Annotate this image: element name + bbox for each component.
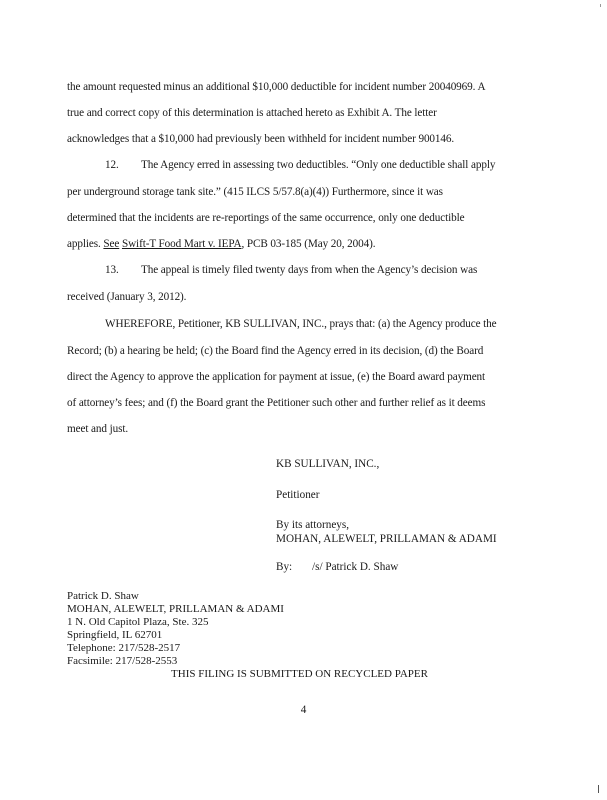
scan-artifact: [600, 4, 601, 7]
body-line: The Agency erred in assessing two deductibles. “Only one deductible shall apply: [141, 159, 496, 171]
contact-address: 1 N. Old Capitol Plaza, Ste. 325: [67, 616, 209, 628]
body-line: determined that the incidents are re-reportings of the same occurrence, only one deductible: [67, 212, 465, 224]
contact-facsimile: Facsimile: 217/528-2553: [67, 655, 178, 667]
recycled-paper-notice: THIS FILING IS SUBMITTED ON RECYCLED PAPER: [171, 668, 428, 680]
signature-by-its: By its attorneys,: [276, 519, 350, 531]
body-line: the amount requested minus an additional $10,000 deductible for incident number 20040969. A: [67, 81, 486, 93]
contact-city: Springfield, IL 62701: [67, 629, 163, 641]
body-line: meet and just.: [67, 423, 129, 435]
body-line: WHEREFORE, Petitioner, KB SULLIVAN, INC., prays that: (a) the Agency produce the: [105, 318, 497, 330]
body-line: The appeal is timely filed twenty days from when the Agency’s decision was: [141, 264, 478, 276]
contact-firm: MOHAN, ALEWELT, PRILLAMAN & ADAMI: [67, 603, 284, 615]
body-line: Record; (b) a hearing be held; (c) the Board find the Agency erred in its decision, (d) the Board: [67, 345, 484, 357]
page-number: 4: [300, 704, 307, 716]
text-span: applies.: [67, 238, 104, 250]
body-line: [67, 237, 547, 251]
body-line: of attorney’s fees; and (f) the Board grant the Petitioner such other and further relief as it deems: [67, 397, 486, 409]
case-name: Swift-T Food Mart v. IEPA: [121, 238, 242, 250]
signature-role: Petitioner: [276, 489, 320, 501]
body-line: direct the Agency to approve the application for payment at issue, (e) the Board award payment: [67, 371, 486, 383]
body-line: per underground storage tank site.” (415 ILCS 5/57.8(a)(4)) Furthermore, since it was: [67, 186, 443, 198]
paragraph-number: 13.: [105, 264, 119, 276]
body-line: true and correct copy of this determination is attached hereto as Exhibit A. The letter: [67, 107, 437, 119]
signature-company: KB SULLIVAN, INC.,: [276, 458, 380, 470]
body-line: received (January 3, 2012).: [67, 291, 187, 303]
text-span: , PCB 03-185 (May 20, 2004).: [241, 238, 376, 250]
scan-artifact: [598, 785, 599, 793]
contact-name: Patrick D. Shaw: [67, 590, 139, 602]
contact-telephone: Telephone: 217/528-2517: [67, 642, 181, 654]
body-line: acknowledges that a $10,000 had previously been withheld for incident number 900146.: [67, 133, 455, 145]
signature-by-label: By:: [276, 561, 293, 573]
signature-signed: /s/ Patrick D. Shaw: [312, 561, 399, 573]
citation-signal: See: [103, 238, 120, 250]
paragraph-number: 12.: [105, 159, 119, 171]
signature-firm: MOHAN, ALEWELT, PRILLAMAN & ADAMI: [276, 533, 497, 545]
